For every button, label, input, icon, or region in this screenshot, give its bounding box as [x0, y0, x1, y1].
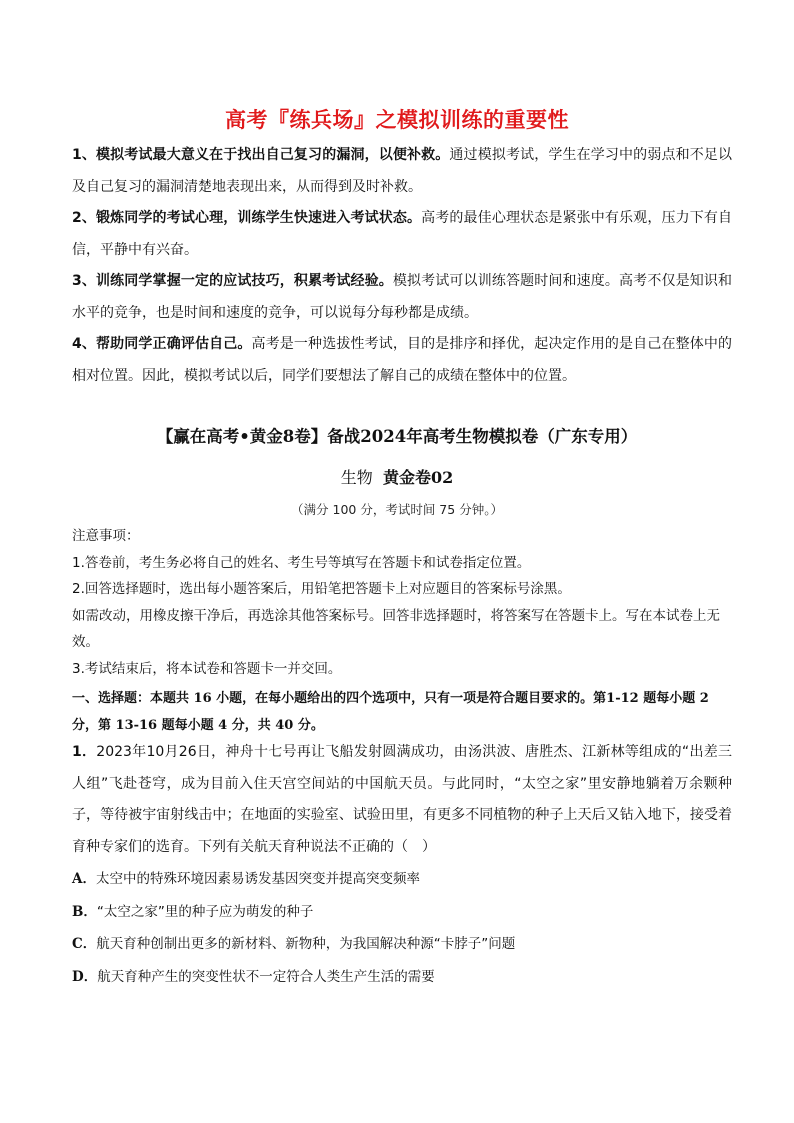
intro-item: [72, 140, 732, 203]
notes-heading: 注意事项：: [72, 528, 140, 544]
intro-heading: 模拟考试最大意义在于找出自己复习的漏洞，以便补救。: [96, 147, 450, 163]
question-1: [72, 737, 732, 993]
note-item: 1.答卷前，考生务必将自己的姓名、考生号等填写在答题卡和试卷指定位置。: [72, 554, 531, 571]
option-d[interactable]: [72, 961, 732, 994]
notes-block: [72, 523, 732, 682]
intro-item: [72, 329, 732, 392]
section-instructions: 一、选择题：本题共 16 小题，在每小题给出的四个选项中，只有一项是符合题目要求的。第1-12 题每小题 2 分，第 13-16 题每小题 4 分，共 40 分。: [72, 691, 709, 733]
option-letter: A．: [72, 871, 96, 887]
intro-heading: 锻炼同学的考试心理，训练学生快速进入考试状态。: [96, 210, 422, 226]
intro-number: 4、: [72, 336, 97, 352]
option-b[interactable]: [72, 896, 732, 929]
option-letter: B．: [72, 903, 97, 920]
intro-heading: 训练同学掌握一定的应试技巧，积累考试经验。: [96, 273, 393, 289]
option-a[interactable]: [72, 863, 732, 896]
intro-text: 通过模拟考试，学生在学习中的弱点和不足以及自己复习的漏洞清楚地表现出来，从而得到及时补救。: [72, 147, 733, 195]
note-item: 3.考试结束后，将本试卷和答题卡一并交回。: [72, 660, 342, 677]
intro-text: 高考是一种选拔性考试，目的是排序和择优，起决定作用的是自己在整体中的相对位置。因此，模拟考试以后，同学们要想法了解自己的成绩在整体中的位置。: [72, 336, 732, 384]
note-item: 如需改动，用橡皮擦干净后，再选涂其他答案标号。回答非选择题时，将答案写在答题卡上。写在本试卷上无效。: [72, 607, 720, 650]
option-c[interactable]: [72, 928, 732, 961]
question-number: 1．: [72, 744, 97, 760]
page-title: 高考『练兵场』之模拟训练的重要性: [225, 108, 569, 132]
intro-text: 模拟考试可以训练答题时间和速度。高考不仅是知识和水平的竞争，也是时间和速度的竞争，可以说每分每秒都是成绩。: [72, 273, 732, 321]
question-stem: [72, 737, 732, 863]
section-header: [72, 685, 732, 739]
subject-name: 生物: [340, 468, 373, 487]
intro-number: 2、: [72, 210, 97, 226]
intro-item: [72, 203, 732, 266]
option-list: [72, 863, 732, 993]
option-text: “太空之家”里的种子应为萌发的种子: [96, 903, 314, 920]
score-info: （满分 100 分，考试时间 75 分钟。）: [291, 502, 503, 517]
option-text: 太空中的特殊环境因素易诱发基因突变并提高突变频率: [95, 871, 420, 887]
intro-text: 高考的最佳心理状态是紧张中有乐观，压力下有自信，平静中有兴奋。: [72, 210, 732, 258]
exam-title: 【赢在高考•黄金8卷】备战2024年高考生物模拟卷（广东专用）: [156, 427, 638, 446]
question-text: 2023年10月26日，神舟十七号再让飞船发射圆满成功，由汤洪波、唐胜杰、江新林等组成的“出差三人组”飞赴苍穹，成为目前入住天宫空间站的中国航天员。与此同时，“太空之家”里安静地躺着万余颗种子，等待被宇宙射线击中；在地面的实验室、试验田里，有更多不同植物的种子上天后又钻入地下，接受着育种专家们的选育。下列有关航天育种说法不正确的（ ）: [72, 744, 732, 855]
paper-name: 黄金卷02: [382, 468, 454, 487]
intro-item: [72, 266, 732, 329]
intro-number: 1、: [72, 147, 97, 163]
intro-heading: 帮助同学正确评估自己。: [96, 336, 252, 352]
intro-list: [72, 140, 732, 392]
option-text: 航天育种创制出更多的新材料、新物种，为我国解决种源“卡脖子”问题: [96, 936, 516, 952]
intro-number: 3、: [72, 273, 97, 289]
note-item: 2.回答选择题时，选出每小题答案后，用铅笔把答题卡上对应题目的答案标号涂黑。: [72, 581, 571, 597]
subject-line: [0, 465, 794, 488]
option-text: 航天育种产生的突变性状不一定符合人类生产生活的需要: [97, 968, 435, 985]
option-letter: C．: [72, 936, 97, 952]
option-letter: D．: [72, 968, 98, 985]
